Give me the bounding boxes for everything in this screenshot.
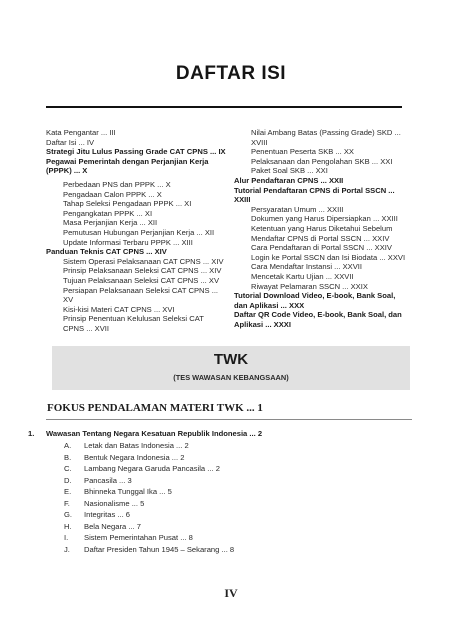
topic-subitem [28, 487, 428, 499]
subitem-text: Bentuk Negara Indonesia ... 2 [84, 452, 185, 462]
toc-right-column [234, 128, 410, 329]
subitem-letter: B. [64, 452, 72, 462]
subitem-text: Sistem Pemerintahan Pusat ... 8 [84, 533, 193, 542]
subitem-text: Bela Negara ... 7 [84, 521, 141, 531]
toc-entry: Strategi Jitu Lulus Passing Grade CAT CPNS ... IX [46, 147, 226, 157]
banner-subtitle: (TES WAWASAN KEBANGSAAN) [173, 373, 289, 382]
topic-subitem [28, 545, 428, 557]
toc-entry: Tutorial Pendaftaran CPNS di Portal SSCN ... XXIII [234, 185, 395, 205]
toc-entry: Panduan Teknis CAT CPNS ... XIV [46, 247, 167, 257]
toc-entry: Prinsip Pelaksanaan Seleksi CAT CPNS ... XIV [63, 266, 222, 276]
toc-entry: Cara Pendaftaran di Portal SSCN ... XXIV [251, 243, 392, 253]
topic-subitem [28, 464, 428, 476]
topic-subitem [28, 441, 428, 453]
toc-entry: Nilai Ambang Batas (Passing Grade) SKD ... XVIII [251, 128, 401, 147]
topic-list [28, 429, 428, 556]
topic-subitem [28, 499, 428, 511]
subitem-letter: J. [64, 544, 70, 554]
toc-entry: Sistem Operasi Pelaksanaan CAT CPNS ... XIV [63, 256, 224, 266]
subitem-letter: A. [64, 441, 72, 450]
subitem-letter: F. [64, 498, 70, 508]
toc-entry: Pelaksanaan dan Pengolahan SKB ... XXI [251, 156, 393, 166]
toc-entry: Masa Perjanjian Kerja ... XII [63, 218, 158, 228]
topic-subitem [28, 453, 428, 465]
subitem-text: Lambang Negara Garuda Pancasila ... 2 [84, 464, 220, 473]
toc-entry: Paket Soal SKB ... XXI [251, 166, 328, 176]
subitem-letter: C. [64, 464, 72, 473]
toc-entry: Dokumen yang Harus Dipersiapkan ... XXIII [251, 214, 398, 224]
page-title: DAFTAR ISI [175, 63, 287, 84]
toc-entry: Pengadaan Calon PPPK ... X [63, 189, 162, 199]
toc-entry: Pegawai Pemerintah dengan Perjanjian Kerja [46, 156, 209, 166]
toc-entry: dan Aplikasi ... XXX [234, 300, 305, 310]
toc-entry: Prinsip Penentuan Kelulusan Seleksi CAT [63, 314, 204, 324]
toc-entry: Cara Mendaftar Instansi ... XXVII [251, 262, 363, 272]
topic-subitem [28, 522, 428, 534]
topic-number: 1. [28, 429, 35, 438]
toc-entry: Daftar Isi ... IV [46, 137, 95, 147]
toc-entry: Tutorial Download Video, E-book, Bank Soal, [234, 291, 396, 301]
subitem-text: Daftar Presiden Tahun 1945 – Sekarang ... 8 [84, 544, 235, 554]
toc-entry: Mendaftar CPNS di Portal SSCN ... XXIV [251, 233, 390, 243]
topic-subitem [28, 533, 428, 545]
toc-entry: Penentuan Peserta SKB ... XX [251, 147, 355, 157]
toc-entry: Aplikasi ... XXXI [234, 319, 291, 329]
toc-entry: Update Informasi Terbaru PPPK ... XIII [63, 237, 193, 247]
subitem-text: Integritas ... 6 [84, 510, 131, 519]
subitem-text: Nasionalisme ... 5 [84, 498, 145, 508]
toc-entry: Mencetak Kartu Ujian ... XXVII [251, 271, 354, 281]
topic-subitem [28, 510, 428, 522]
toc-entry: Riwayat Pelamaran SSCN ... XXIX [251, 281, 368, 291]
topic-title: Wawasan Tentang Negara Kesatuan Republik Indonesia ... 2 [46, 429, 263, 438]
toc-entry: Perbedaan PNS dan PPPK ... X [63, 179, 171, 189]
toc-entry: Kata Pengantar ... III [46, 128, 116, 137]
toc-entry: Login ke Portal SSCN dan Isi Biodata ... XXVI [251, 252, 406, 262]
toc-entry: Persyaratan Umum ... XXIII [251, 204, 344, 214]
toc-entry: Persiapan Pelaksanaan Seleksi CAT CPNS ... XV [63, 285, 219, 305]
toc-entry: Ketentuan yang Harus Diketahui Sebelum [251, 223, 393, 233]
topic-subitem [28, 476, 428, 488]
toc-entry: Kisi-kisi Materi CAT CPNS ... XVI [63, 304, 175, 314]
title-divider [46, 106, 402, 108]
subitem-letter: D. [64, 475, 72, 485]
section-heading: FOKUS PENDALAMAN MATERI TWK ... 1 [47, 402, 263, 414]
toc-entry: Pengangkatan PPPK ... XI [63, 208, 153, 218]
toc-entry: (PPPK) ... X [46, 166, 88, 176]
section-divider [46, 419, 412, 420]
subitem-letter: H. [64, 521, 72, 531]
subitem-text: Pancasila ... 3 [84, 475, 132, 485]
subitem-letter: I. [64, 533, 69, 542]
toc-left-column [46, 128, 226, 333]
toc-entry: Pemutusan Hubungan Perjanjian Kerja ... XII [63, 227, 215, 237]
subitem-text: Letak dan Batas Indonesia ... 2 [84, 441, 189, 450]
banner-title: TWK [213, 351, 249, 368]
section-banner [52, 346, 410, 390]
subitem-letter: E. [64, 487, 72, 496]
subitem-text: Bhinneka Tunggal Ika ... 5 [84, 487, 172, 496]
toc-entry: Alur Pendaftaran CPNS ... XXII [234, 175, 344, 185]
toc-entry: Tahap Seleksi Pengadaan PPPK ... XI [63, 199, 192, 209]
toc-entry: CPNS ... XVII [63, 323, 109, 333]
toc-entry: Tujuan Pelaksanaan Seleksi CAT CPNS ... XV [63, 275, 220, 285]
topic-heading [28, 429, 428, 441]
page-number: IV [224, 586, 238, 600]
subitem-letter: G. [64, 510, 73, 519]
toc-entry: Daftar QR Code Video, E-book, Bank Soal, dan [234, 310, 402, 320]
